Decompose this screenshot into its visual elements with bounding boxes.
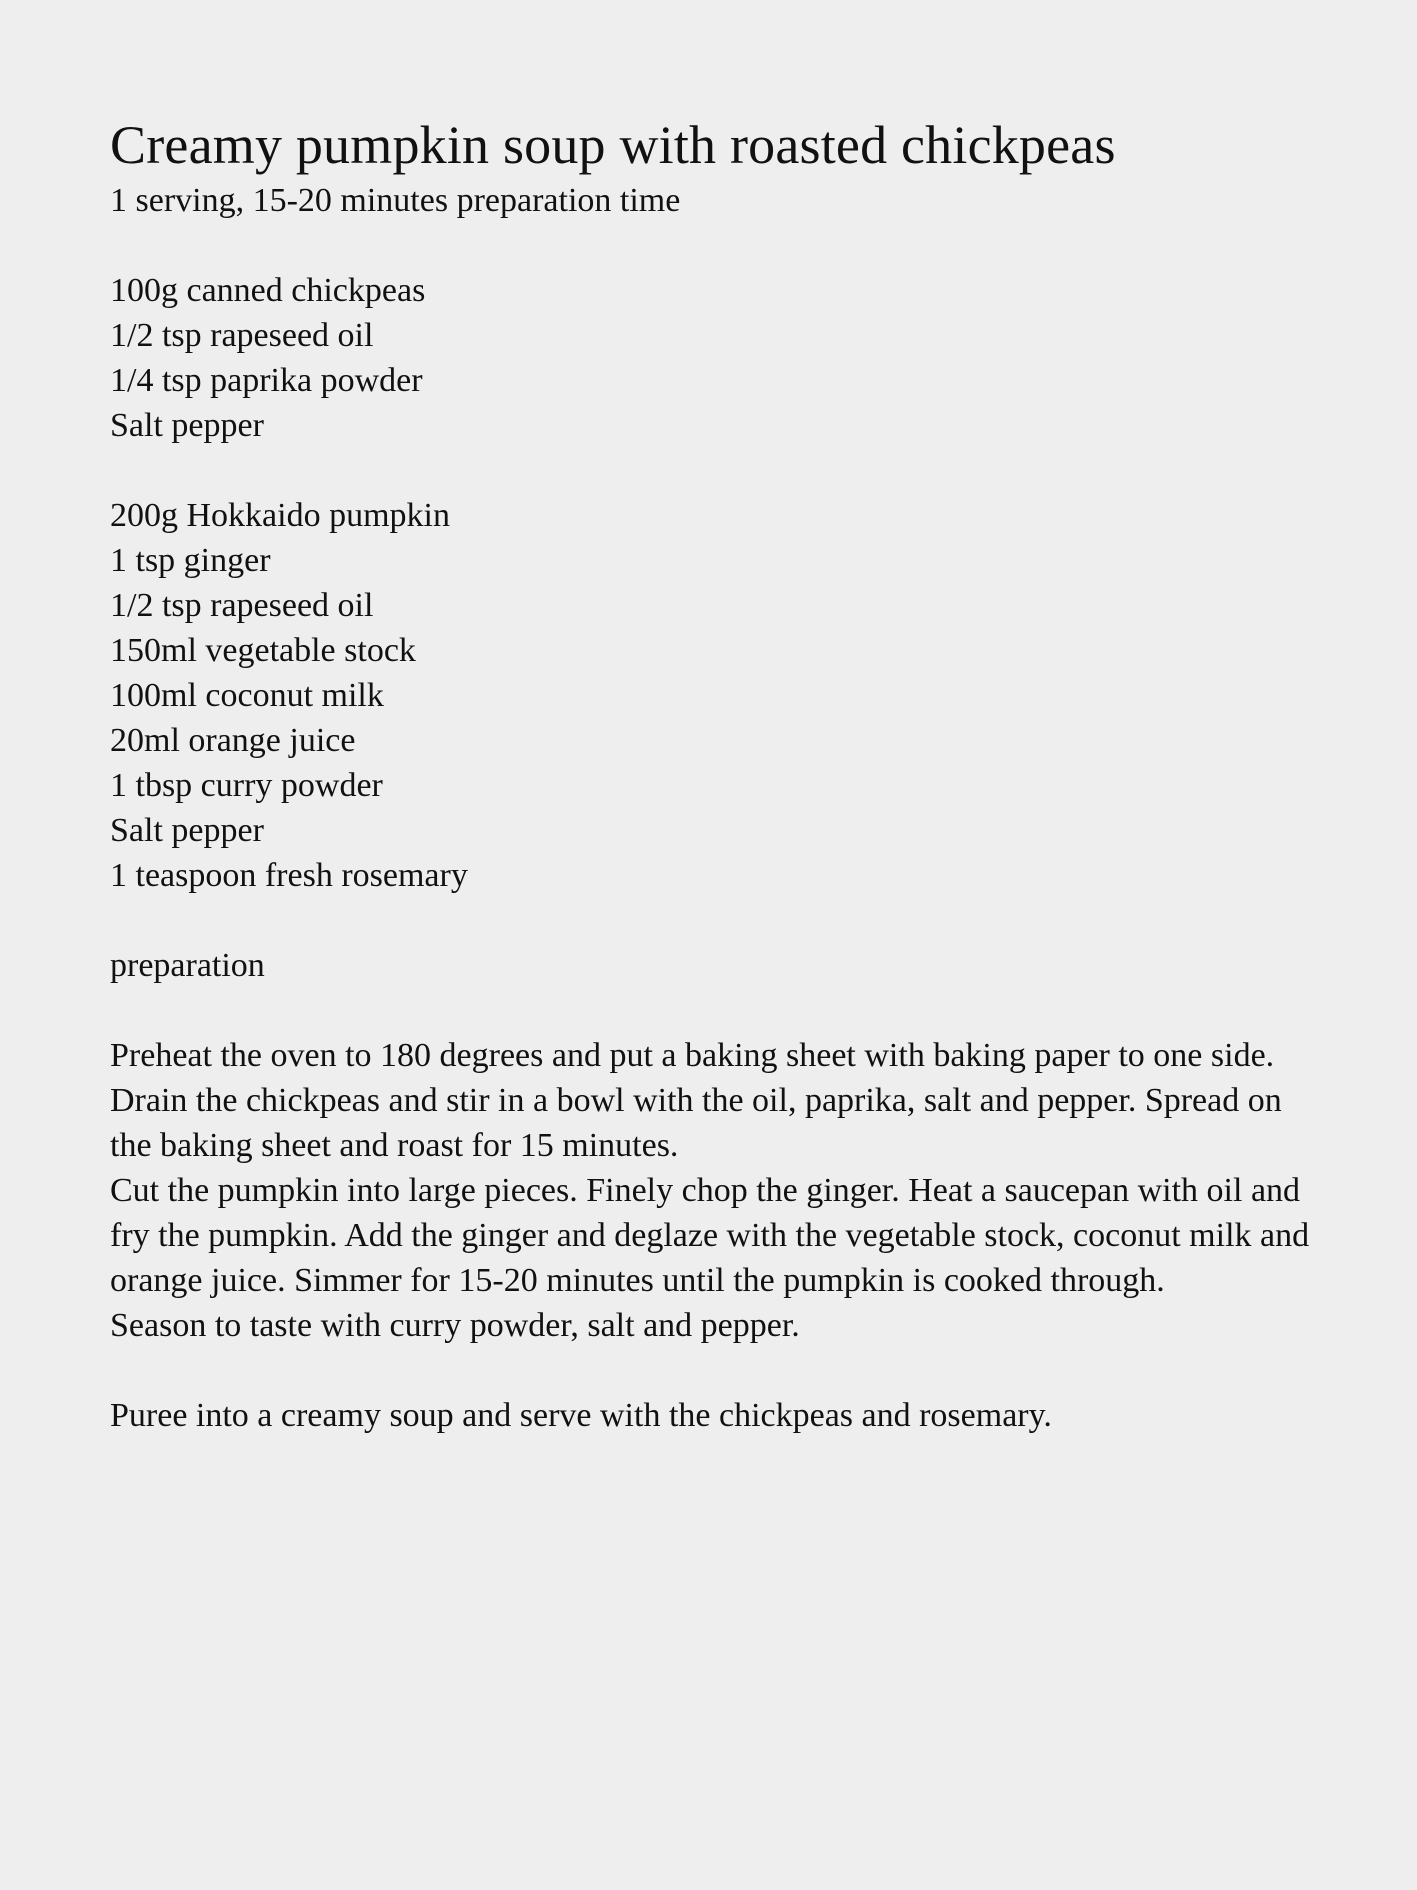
preparation-steps [110,1033,1330,1438]
chickpea-ingredient-list [110,268,1330,448]
ingredient-item: 100ml coconut milk [110,677,384,714]
ingredient-item: 1/2 tsp rapeseed oil [110,317,374,354]
recipe-title: Creamy pumpkin soup with roasted chickpeas [110,115,1116,175]
ingredient-item: 20ml orange juice [110,722,356,759]
recipe-document [110,112,1330,1438]
recipe-subtitle: 1 serving, 15-20 minutes preparation time [110,182,681,219]
ingredient-item: 200g Hokkaido pumpkin [110,497,450,534]
preparation-step: Preheat the oven to 180 degrees and put a baking sheet with baking paper to one side. Drain the chickpeas and stir in a bowl with the oil, paprika, salt and pepper. Spread on the baking sheet and roast for 15 minutes. [110,1037,1282,1164]
preparation-step: Cut the pumpkin into large pieces. Finely chop the ginger. Heat a saucepan with oil and fry the pumpkin. Add the ginger and deglaze with the vegetable stock, coconut milk and orange juice. Simmer for 15-20 minutes until the pumpkin is cooked through. [110,1172,1310,1299]
ingredient-item: 1 tbsp curry powder [110,767,383,804]
preparation-step: Season to taste with curry powder, salt and pepper. [110,1307,800,1344]
ingredient-item: 1 teaspoon fresh rosemary [110,857,468,894]
preparation-step: Puree into a creamy soup and serve with the chickpeas and rosemary. [110,1397,1052,1434]
preparation-heading: preparation [110,947,265,984]
ingredient-item: 1 tsp ginger [110,542,271,579]
soup-ingredient-list [110,493,1330,898]
ingredient-item: 150ml vegetable stock [110,632,416,669]
ingredient-item: Salt pepper [110,812,264,849]
ingredient-item: 1/4 tsp paprika powder [110,362,423,399]
ingredient-item: 1/2 tsp rapeseed oil [110,587,374,624]
ingredient-item: Salt pepper [110,407,264,444]
ingredient-item: 100g canned chickpeas [110,272,426,309]
